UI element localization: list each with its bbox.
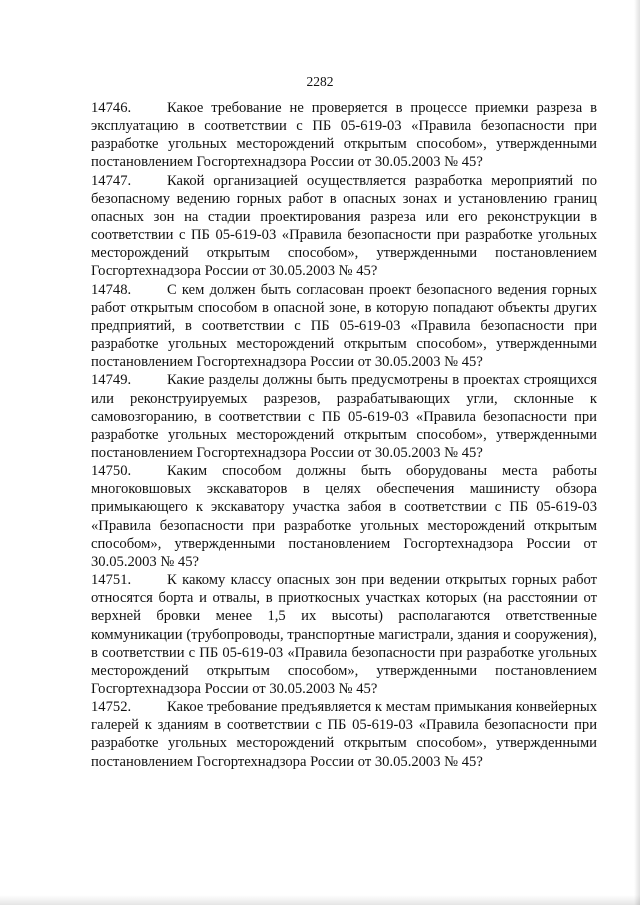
question-list: [91, 99, 597, 771]
question-text: Какой организацией осуществляется разработка мероприятий по безопасному ведению горных работ в опасных зонах и установлению границ опасных зон на стадии проектирования разреза или его реконструкции в соответствии с ПБ 05-619-03 «Правила безопасности при разработке угольных месторождений открытым способом», утвержденными постановлением Госгортехнадзора России от 30.05.2003 № 45?: [91, 172, 597, 280]
scan-bottom-shadow: [0, 895, 640, 905]
page-number: 2282: [306, 74, 334, 89]
question-text: Какое требование предъявляется к местам примыкания конвейерных галерей к зданиям в соответствии с ПБ 05-619-03 «Правила безопасности при разработке угольных месторождений открытым способом», утвержденными постановлением Госгортехнадзора России от 30.05.2003 № 45?: [91, 699, 597, 770]
question-number: 14747.: [91, 172, 132, 189]
question-number: 14748.: [91, 281, 132, 298]
question-item: [91, 172, 597, 281]
scan-edge-shadow: [634, 0, 640, 905]
question-text: С кем должен быть согласован проект безопасного ведения горных работ открытым способом в опасной зоне, в которую попадают объекты других предприятий, в соответствии с ПБ 05-619-03 «Правила безопасности при разработке угольных месторождений открытым способом», утвержденными постановлением Госгортехнадзора России от 30.05.2003 № 45?: [91, 281, 597, 371]
question-number: 14752.: [91, 699, 132, 716]
question-item: [91, 698, 597, 771]
question-number: 14746.: [91, 100, 132, 116]
question-item: [91, 571, 597, 698]
question-number: 14750.: [91, 463, 132, 480]
question-text: Какое требование не проверяется в процессе приемки разреза в эксплуатацию в соответствии с ПБ 05-619-03 «Правила безопасности при разработке угольных месторождений открытым способом», утвержденными постановлением Госгортехнадзора России от 30.05.2003 № 45?: [91, 100, 597, 171]
question-item: [91, 371, 597, 462]
question-number: 14751.: [91, 572, 132, 589]
question-number: 14749.: [91, 372, 132, 389]
question-text: Каким способом должны быть оборудованы места работы многоковшовых экскаваторов в целях обеспечения машинисту обзора примыкающего к экскаватору участка забоя в соответствии с ПБ 05-619-03 «Правила безопасности при разработке угольных месторождений открытым способом», утвержденными постановлением Госгортехнадзора России от 30.05.2003 № 45?: [91, 463, 597, 570]
question-text: К какому классу опасных зон при ведении открытых горных работ относятся борта и отвалы, в приоткосных участках которых (на расстоянии от верхней бровки менее 1,5 их высоты) располагаются ответственные коммуникации (трубопроводы, транспортные магистрали, здания и сооружения), в соответствии с ПБ 05-619-03 «Правила безопасности при разработке угольных месторождений открытым способом», утвержденными постановлением Госгортехнадзора России от 30.05.2003 № 45?: [91, 572, 597, 697]
question-text: Какие разделы должны быть предусмотрены в проектах строящихся или реконструируемых разрезов, разрабатывающих угли, склонные к самовозгоранию, в соответствии с ПБ 05-619-03 «Правила безопасности при разработке угольных месторождений открытым способом», утвержденными постановлением Госгортехнадзора России от 30.05.2003 № 45?: [91, 372, 597, 461]
question-item: [91, 281, 597, 372]
question-item: [91, 99, 597, 172]
question-item: [91, 462, 597, 571]
